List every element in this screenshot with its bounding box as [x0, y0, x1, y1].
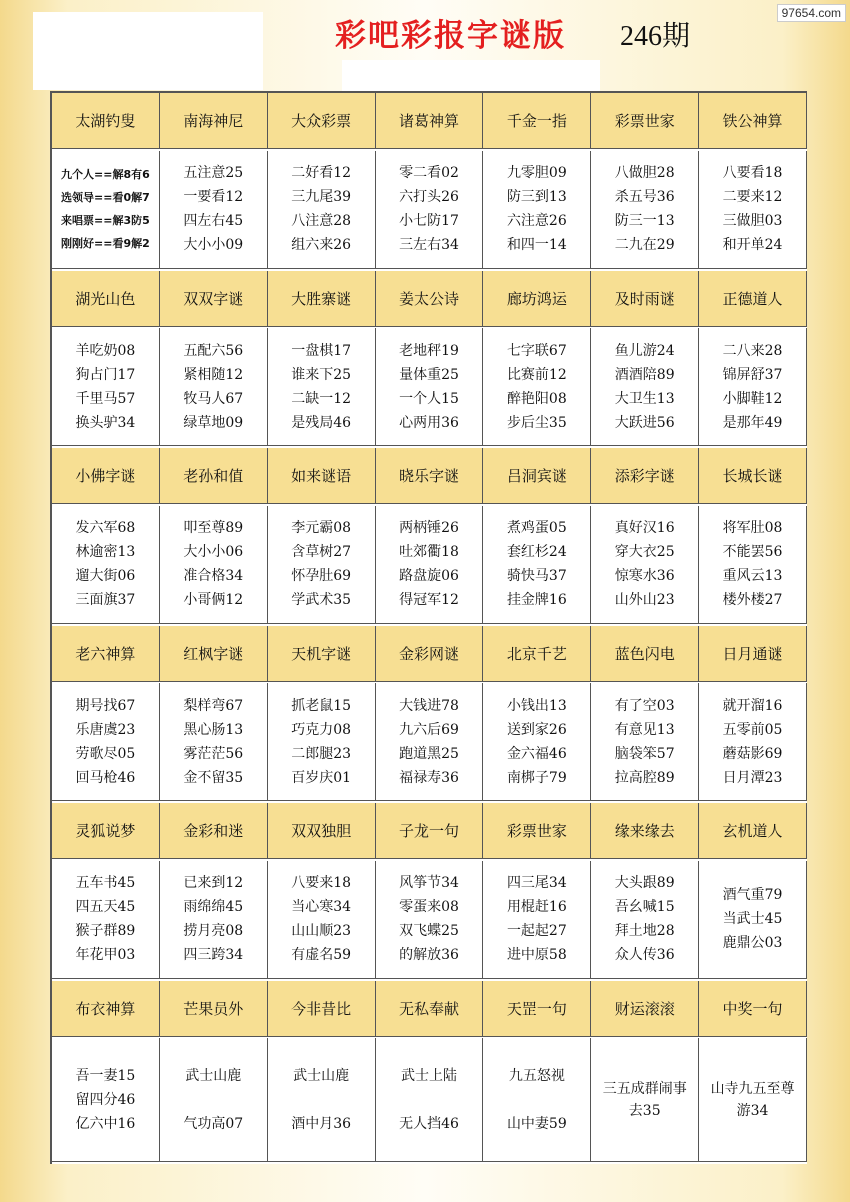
riddle-line: 大卫生13 [614, 390, 675, 407]
riddle-cell [268, 506, 376, 624]
riddle-line: 六打头26 [399, 189, 459, 206]
riddle-line: 四三跨34 [183, 947, 244, 964]
riddle-line: 百岁庆01 [291, 769, 352, 786]
riddle-line: 醉艳阳08 [506, 390, 567, 407]
riddle-cell [160, 328, 268, 446]
riddle-line: 拉高腔89 [614, 769, 675, 786]
column-header: 老六神算 [52, 626, 160, 682]
riddle-cell [591, 1038, 699, 1162]
riddle-line: 四左右45 [183, 213, 244, 230]
riddle-line: 二郎腿23 [291, 745, 352, 762]
riddle-line: 猴子群89 [75, 923, 136, 940]
riddle-cell [268, 861, 376, 979]
riddle-line: 当武士45 [722, 911, 783, 928]
riddle-cell [699, 151, 807, 269]
riddle-line [427, 1088, 431, 1112]
riddle-cell [52, 1038, 160, 1162]
riddle-line: 防三一13 [614, 213, 675, 230]
riddle-cell [268, 1038, 376, 1162]
riddle-cell [52, 683, 160, 801]
riddle-line: 二九在29 [614, 237, 675, 254]
riddle-line: 乐唐虞23 [75, 721, 136, 738]
riddle-cell [52, 328, 160, 446]
riddle-table [50, 91, 807, 1164]
riddle-line: 三面旗37 [75, 592, 136, 609]
riddle-line: 五注意25 [183, 165, 244, 182]
column-header: 小佛字谜 [52, 448, 160, 504]
riddle-cell [483, 151, 591, 269]
riddle-cell [591, 151, 699, 269]
riddle-line: 小七防17 [399, 213, 459, 230]
riddle-line: 四三尾34 [506, 875, 567, 892]
riddle-line: 捞月亮08 [183, 923, 244, 940]
riddle-line: 四五天45 [75, 899, 136, 916]
riddle-line: 吾一妻15 [75, 1067, 136, 1084]
riddle-cell [699, 1038, 807, 1162]
riddle-line: 穿大衣25 [614, 544, 675, 561]
riddle-line: 林逾密13 [75, 544, 136, 561]
column-header: 老孙和值 [160, 448, 268, 504]
blank-area-center [342, 60, 600, 92]
riddle-line: 两柄锤26 [399, 520, 459, 537]
riddle-line: 李元霸08 [291, 520, 352, 537]
column-header: 如来谜语 [268, 448, 376, 504]
column-header: 姜太公诗 [376, 271, 484, 327]
column-header: 中奖一句 [699, 981, 807, 1037]
riddle-line: 三做胆03 [722, 213, 783, 230]
riddle-line: 比赛前12 [506, 366, 567, 383]
riddle-line: 三左右34 [399, 237, 459, 254]
riddle-line: 零蛋来08 [399, 899, 459, 916]
riddle-cell [376, 506, 484, 624]
riddle-line: 牧马人67 [183, 390, 244, 407]
watermark: 97654.com [777, 4, 846, 22]
riddle-cell [52, 861, 160, 979]
column-header: 湖光山色 [52, 271, 160, 327]
riddle-line: 有意见13 [614, 721, 675, 738]
riddle-line: 五配六56 [183, 342, 244, 359]
riddle-line: 用棍赶16 [506, 899, 567, 916]
riddle-line: 含草树27 [291, 544, 352, 561]
riddle-cell [483, 506, 591, 624]
riddle-line: 零二看02 [399, 165, 459, 182]
riddle-line [211, 1088, 215, 1112]
riddle-line: 鱼儿游24 [614, 342, 675, 359]
riddle-line: 羊吃奶08 [75, 342, 136, 359]
riddle-line: 八注意28 [291, 213, 352, 230]
riddle-line: 日月潭23 [722, 769, 783, 786]
riddle-line: 的解放36 [399, 947, 459, 964]
riddle-line: 准合格34 [183, 568, 244, 585]
column-header: 千金一指 [483, 93, 591, 149]
column-header: 财运滚滚 [591, 981, 699, 1037]
riddle-cell [160, 1038, 268, 1162]
column-header: 彩票世家 [591, 93, 699, 149]
riddle-cell [376, 328, 484, 446]
column-header: 吕洞宾谜 [483, 448, 591, 504]
riddle-line: 叩至尊89 [183, 520, 244, 537]
riddle-cell [376, 151, 484, 269]
riddle-line: 酒酒陪89 [614, 366, 675, 383]
column-header: 缘来缘去 [591, 803, 699, 859]
riddle-line: 小钱出13 [506, 697, 567, 714]
column-header: 及时雨谜 [591, 271, 699, 327]
riddle-line: 一盘棋17 [291, 342, 352, 359]
column-header: 大众彩票 [268, 93, 376, 149]
column-header: 子龙一句 [376, 803, 484, 859]
riddle-line: 得冠军12 [399, 592, 459, 609]
riddle-line: 吐郊衢18 [399, 544, 459, 561]
riddle-line: 挂金牌16 [506, 592, 567, 609]
column-header: 诸葛神算 [376, 93, 484, 149]
riddle-cell [268, 151, 376, 269]
riddle-cell [268, 683, 376, 801]
riddle-line: 酒气重79 [722, 887, 783, 904]
riddle-line: 七字联67 [506, 342, 567, 359]
riddle-line: 怀孕肚69 [291, 568, 352, 585]
riddle-line: 金六福46 [506, 745, 567, 762]
riddle-line: 八要来18 [291, 875, 352, 892]
riddle-line: 大钱进78 [399, 697, 459, 714]
riddle-cell [376, 683, 484, 801]
riddle-line: 二八来28 [722, 342, 783, 359]
riddle-line: 心两用36 [399, 414, 459, 431]
riddle-line: 五车书45 [75, 875, 136, 892]
issue-number: 246期 [620, 21, 691, 52]
riddle-cell [699, 506, 807, 624]
column-header: 南海神尼 [160, 93, 268, 149]
riddle-line: 众人传36 [614, 947, 675, 964]
riddle-line: 山山顺23 [291, 923, 352, 940]
riddle-cell [591, 506, 699, 624]
column-header: 廊坊鸿运 [483, 271, 591, 327]
riddle-line [535, 1088, 539, 1112]
riddle-line: 发六军68 [75, 520, 136, 537]
riddle-line: 蘑菇影69 [722, 745, 783, 762]
column-header: 金彩网谜 [376, 626, 484, 682]
page-title: 彩吧彩报字谜版 [335, 18, 566, 54]
riddle-line: 气功高07 [183, 1115, 244, 1132]
riddle-line: 是残局46 [291, 414, 352, 431]
column-header: 红枫字谜 [160, 626, 268, 682]
riddle-line: 杀五号36 [614, 189, 675, 206]
riddle-line: 换头驴34 [75, 414, 136, 431]
column-header: 金彩和迷 [160, 803, 268, 859]
riddle-line: 九六后69 [399, 721, 459, 738]
riddle-cell [699, 328, 807, 446]
column-header: 天机字谜 [268, 626, 376, 682]
riddle-line: 重风云13 [722, 568, 783, 585]
riddle-line: 就开溜16 [722, 697, 783, 714]
riddle-line: 谁来下25 [291, 366, 352, 383]
riddle-line: 五零前05 [722, 721, 783, 738]
column-header: 无私奉献 [376, 981, 484, 1037]
riddle-line: 一个人15 [399, 390, 459, 407]
riddle-line: 狗占门17 [75, 366, 136, 383]
riddle-line: 和开单24 [722, 237, 783, 254]
riddle-line: 山外山23 [614, 592, 675, 609]
riddle-line: 锦屏舒37 [722, 366, 783, 383]
riddle-cell [483, 683, 591, 801]
riddle-line: 抓老鼠15 [291, 697, 352, 714]
riddle-cell [52, 506, 160, 624]
riddle-line: 雾茫茫56 [183, 745, 244, 762]
riddle-line: 刚刚好==看9解2 [61, 237, 150, 251]
riddle-cell [376, 861, 484, 979]
riddle-cell [591, 683, 699, 801]
column-header: 布衣神算 [52, 981, 160, 1037]
riddle-line: 不能罢56 [722, 544, 783, 561]
riddle-line: 山中妻59 [506, 1115, 567, 1132]
column-header: 大胜寨谜 [268, 271, 376, 327]
column-header: 长城长谜 [699, 448, 807, 504]
column-header: 今非昔比 [268, 981, 376, 1037]
riddle-cell [699, 861, 807, 979]
riddle-line: 老地秤19 [399, 342, 459, 359]
riddle-line: 武士山鹿 [185, 1067, 242, 1084]
riddle-line: 一起起27 [506, 923, 567, 940]
riddle-line: 六注意26 [506, 213, 567, 230]
riddle-line: 遛大街06 [75, 568, 136, 585]
riddle-cell [52, 151, 160, 269]
riddle-line: 三五成群闹事去35 [602, 1080, 687, 1119]
column-header: 芒果员外 [160, 981, 268, 1037]
riddle-line: 防三到13 [506, 189, 567, 206]
column-header: 晓乐字谜 [376, 448, 484, 504]
riddle-line: 有虚名59 [291, 947, 352, 964]
riddle-line: 小脚鞋12 [722, 390, 783, 407]
riddle-line: 拜土地28 [614, 923, 675, 940]
riddle-line: 选领导==看0解7 [61, 191, 150, 205]
riddle-line: 学武术35 [291, 592, 352, 609]
column-header: 添彩字谜 [591, 448, 699, 504]
riddle-line: 套红杉24 [506, 544, 567, 561]
riddle-line: 量体重25 [399, 366, 459, 383]
riddle-line: 是那年49 [722, 414, 783, 431]
riddle-cell [160, 506, 268, 624]
riddle-cell [591, 328, 699, 446]
riddle-line: 金不留35 [183, 769, 244, 786]
riddle-line: 九五怒视 [508, 1067, 565, 1084]
column-header: 蓝色闪电 [591, 626, 699, 682]
riddle-line: 来唱票==解3防5 [61, 214, 150, 228]
riddle-line: 九个人==解8有6 [61, 168, 150, 182]
riddle-cell [483, 328, 591, 446]
riddle-line: 有了空03 [614, 697, 675, 714]
riddle-line: 紧相随12 [183, 366, 244, 383]
riddle-line: 无人挡46 [399, 1115, 459, 1132]
riddle-line: 九零胆09 [506, 165, 567, 182]
column-header: 双双独胆 [268, 803, 376, 859]
riddle-line: 路盘旋06 [399, 568, 459, 585]
riddle-line: 雨绵绵45 [183, 899, 244, 916]
riddle-line: 亿六中16 [75, 1115, 136, 1132]
column-header: 玄机道人 [699, 803, 807, 859]
blank-area-left [33, 12, 263, 90]
column-header: 日月通谜 [699, 626, 807, 682]
column-header: 彩票世家 [483, 803, 591, 859]
riddle-line: 大头跟89 [614, 875, 675, 892]
column-header: 北京千艺 [483, 626, 591, 682]
riddle-line: 脑袋笨57 [614, 745, 675, 762]
riddle-line: 年花甲03 [75, 947, 136, 964]
riddle-line: 真好汉16 [614, 520, 675, 537]
riddle-line: 大小小06 [183, 544, 244, 561]
riddle-line: 和四一14 [506, 237, 567, 254]
riddle-line: 福禄寿36 [399, 769, 459, 786]
riddle-line: 酒中月36 [291, 1115, 352, 1132]
column-header: 正德道人 [699, 271, 807, 327]
riddle-line: 大跃进56 [614, 414, 675, 431]
riddle-line: 大小小09 [183, 237, 244, 254]
column-header: 灵狐说梦 [52, 803, 160, 859]
riddle-cell [483, 861, 591, 979]
riddle-line: 二好看12 [291, 165, 352, 182]
riddle-line: 将军肚08 [722, 520, 783, 537]
riddle-line: 进中原58 [506, 947, 567, 964]
riddle-line: 八要看18 [722, 165, 783, 182]
riddle-line: 一要看12 [183, 189, 244, 206]
riddle-line: 步后尘35 [506, 414, 567, 431]
column-header: 双双字谜 [160, 271, 268, 327]
riddle-line: 武士上陆 [400, 1067, 457, 1084]
riddle-cell [160, 151, 268, 269]
riddle-line: 吾幺喊15 [614, 899, 675, 916]
riddle-line: 劳歌尽05 [75, 745, 136, 762]
riddle-line: 二缺一12 [291, 390, 352, 407]
riddle-cell [376, 1038, 484, 1162]
riddle-line: 跑道黑25 [399, 745, 459, 762]
riddle-line: 楼外楼27 [722, 592, 783, 609]
riddle-line: 八做胆28 [614, 165, 675, 182]
riddle-line: 风筝节34 [399, 875, 459, 892]
riddle-line: 南梆子79 [506, 769, 567, 786]
riddle-line: 武士山鹿 [293, 1067, 350, 1084]
riddle-line: 二要来12 [722, 189, 783, 206]
riddle-line: 黑心肠13 [183, 721, 244, 738]
riddle-line: 当心寒34 [291, 899, 352, 916]
riddle-line [319, 1088, 323, 1112]
riddle-cell [160, 861, 268, 979]
column-header: 铁公神算 [699, 93, 807, 149]
riddle-line: 送到家26 [506, 721, 567, 738]
riddle-line: 三九尾39 [291, 189, 352, 206]
riddle-line: 小哥俩12 [183, 592, 244, 609]
riddle-cell [160, 683, 268, 801]
riddle-line: 留四分46 [75, 1091, 136, 1108]
column-header: 天罡一句 [483, 981, 591, 1037]
column-header: 太湖钓叟 [52, 93, 160, 149]
riddle-line: 惊寒水36 [614, 568, 675, 585]
riddle-line: 绿草地09 [183, 414, 244, 431]
riddle-line: 期号找67 [75, 697, 136, 714]
riddle-line: 骑快马37 [506, 568, 567, 585]
riddle-line: 组六来26 [291, 237, 352, 254]
riddle-line: 回马枪46 [75, 769, 136, 786]
riddle-cell [699, 683, 807, 801]
riddle-line: 已来到12 [183, 875, 244, 892]
riddle-cell [268, 328, 376, 446]
riddle-line: 山寺九五至尊游34 [710, 1080, 795, 1119]
riddle-line: 巧克力08 [291, 721, 352, 738]
riddle-line: 千里马57 [75, 390, 136, 407]
riddle-line: 煮鸡蛋05 [506, 520, 567, 537]
riddle-line: 双飞蝶25 [399, 923, 459, 940]
riddle-cell [483, 1038, 591, 1162]
riddle-line: 梨样弯67 [183, 697, 244, 714]
riddle-line: 鹿鼎公03 [722, 935, 783, 952]
riddle-cell [591, 861, 699, 979]
